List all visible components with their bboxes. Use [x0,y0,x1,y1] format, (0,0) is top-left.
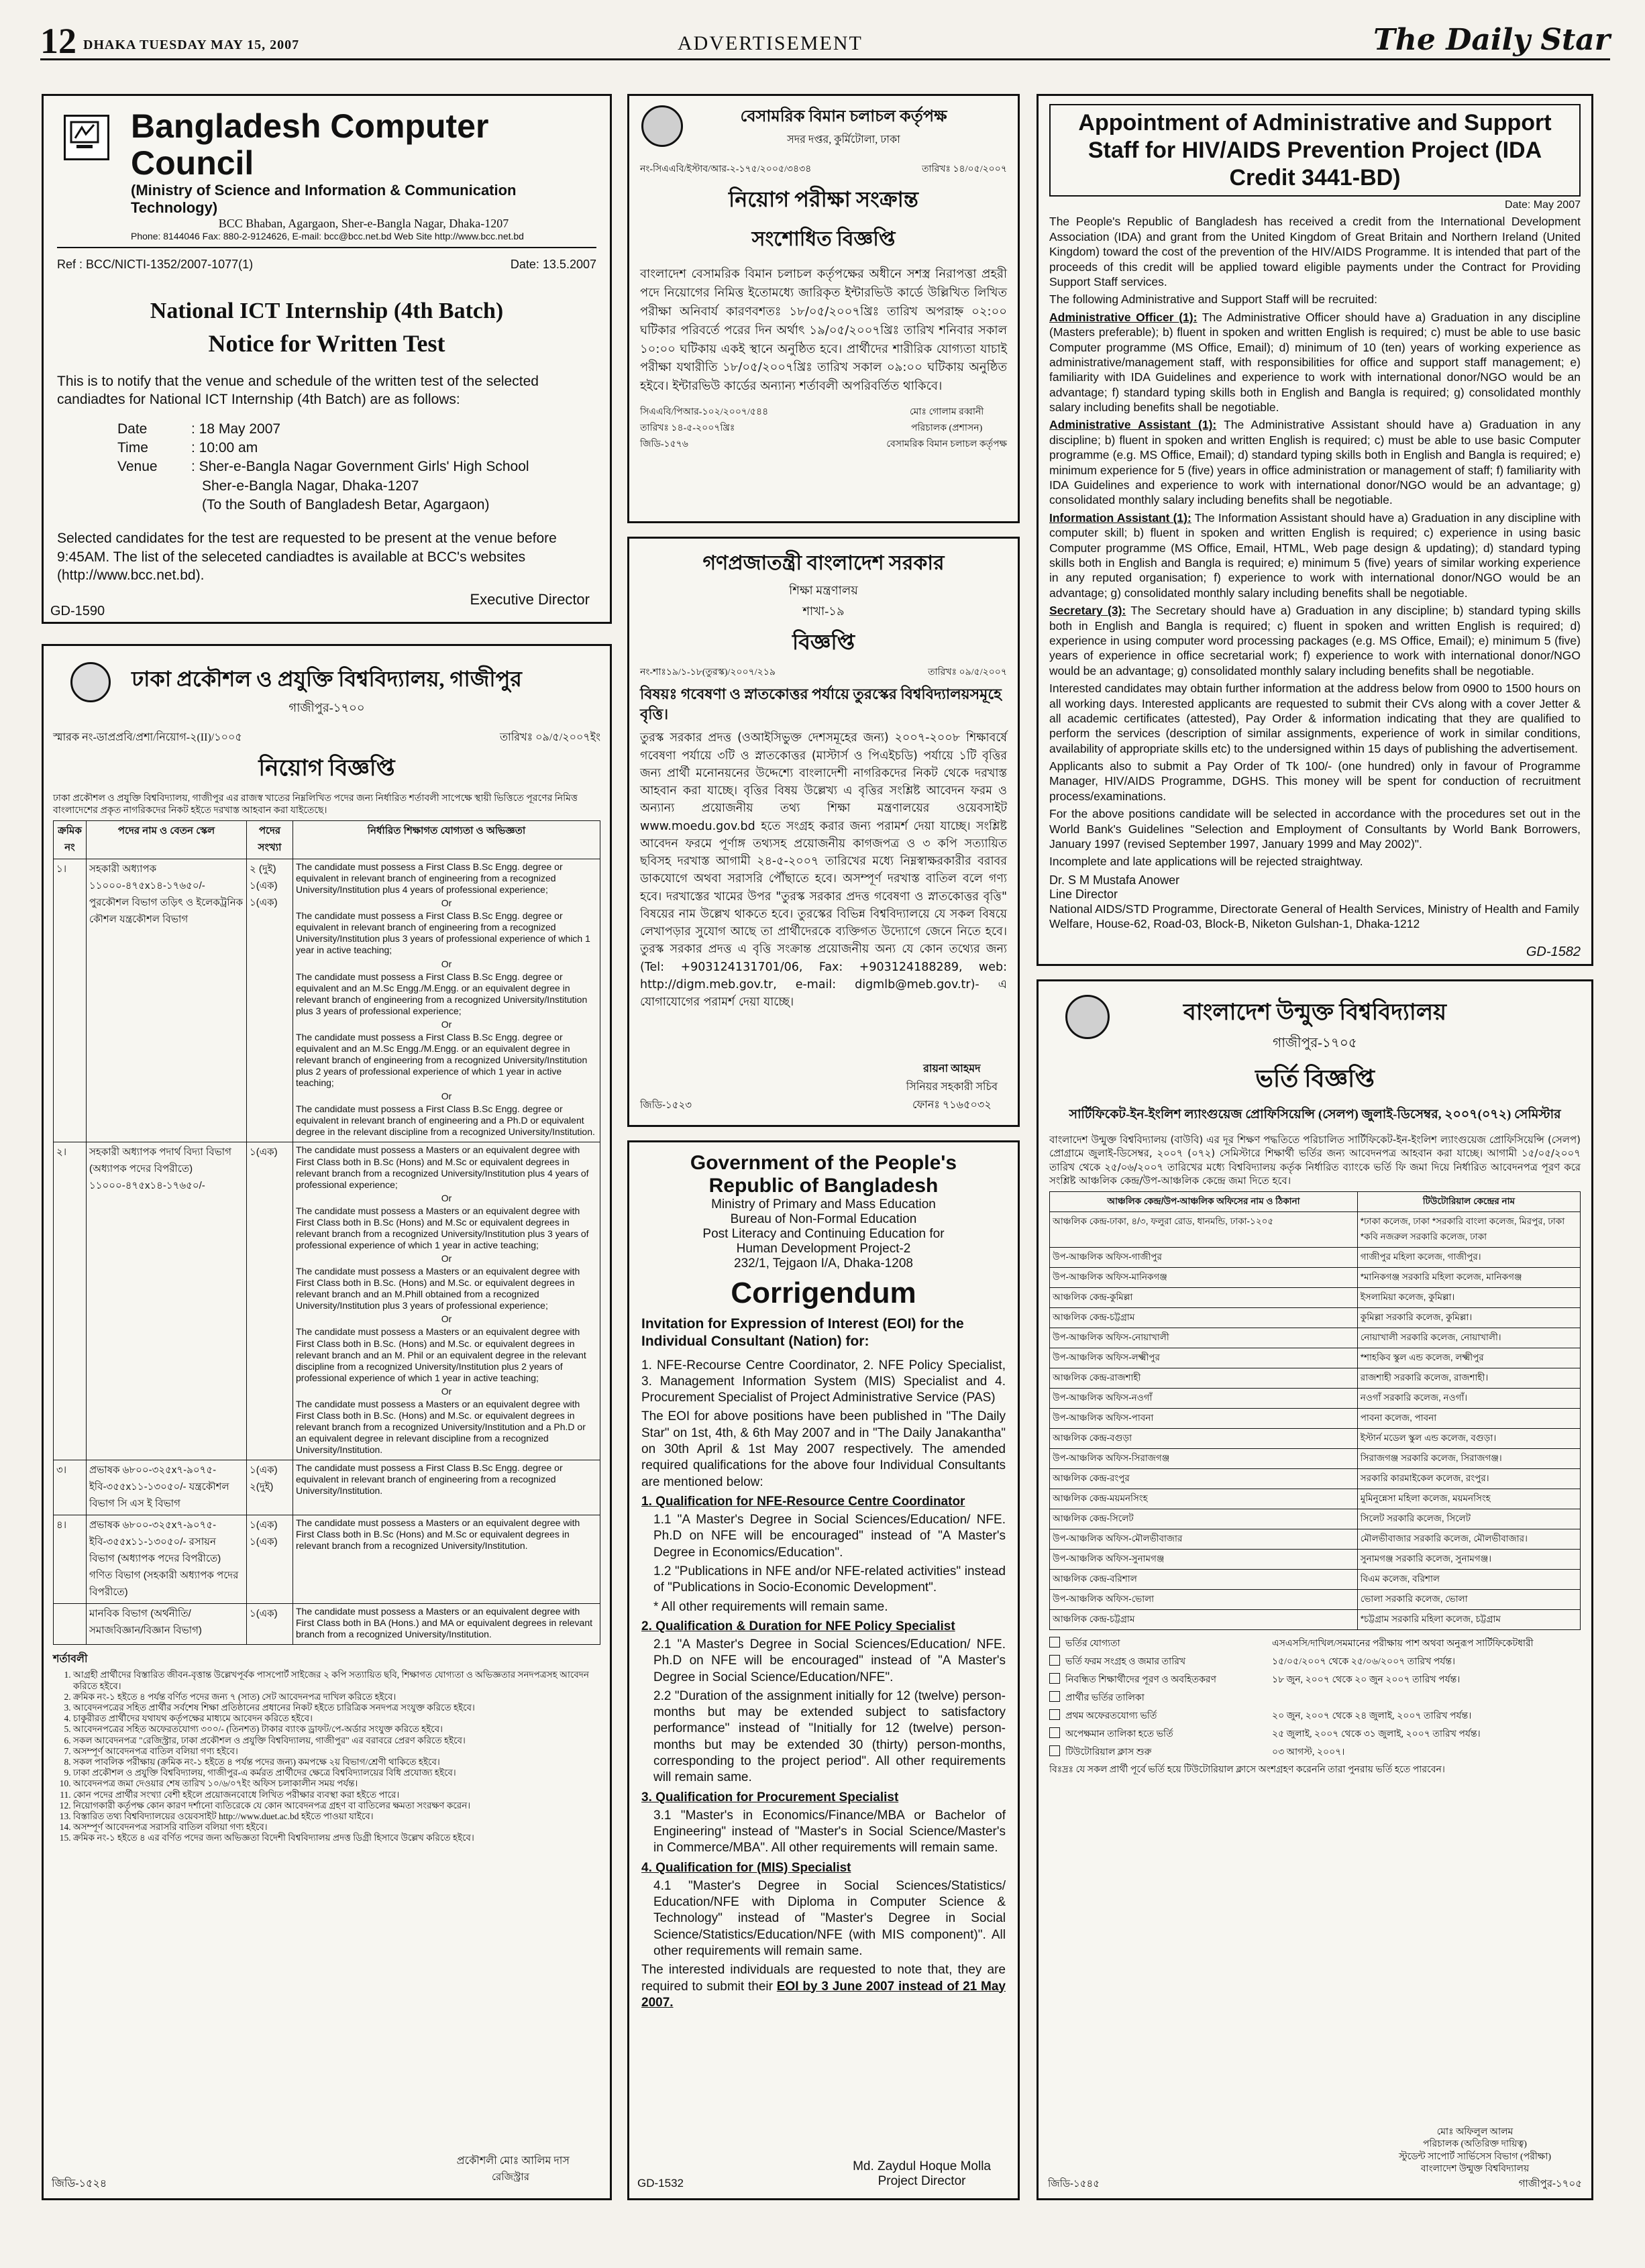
col-header: নির্ধারিত শিক্ষাগত যোগ্যতা ও অভিজ্ঞতা [293,821,600,859]
duet-memo: স্মারক নং-ডাপ্রপ্রবি/প্রশা/নিয়োগ-২(II)/১০০৫ [53,732,242,743]
checkbox-icon [1049,1637,1060,1648]
requirement-text: The candidate must possess a First Class B.Sc Engg. degree or equivalent and an M.Sc Engg./M.Engg. or an equivalent degree in relevant branch of engineering from a recognized University/Institution plus 2 years of professional experience of which 1 year in active teaching; [296,1031,588,1089]
section-item: 2.2 "Duration of the assignment initially for 12 (twelve) person-months but may be extended subject to satisfactory performance" instead of "Initially for 12 (twelve) person-months but may be extended 30 (thirty) person-months, corresponding to the project period". All other requirements will remain same. [653,1688,1006,1785]
gob-sections [641,1495,1006,1959]
info-label: প্রথম অফেরতযোগ্য ভর্তি [1065,1711,1157,1721]
info-label: ভর্তির যোগ্যতা [1065,1639,1120,1649]
info-row [1049,1672,1581,1688]
post-title: Administrative Assistant (1): [1049,418,1217,432]
condition-item: 2. ক্রমিক নং-১ হইতে ৪ পর্যন্ত বর্ণিত পদের জন্য ৭ (সাত) সেট আবেদনপত্র দাখিল করিতে হইবে। [73,1692,600,1703]
bcc-title: Bangladesh Computer Council [131,107,489,182]
centre-name: আঞ্চলিক কেন্দ্র-সিলেট [1050,1509,1358,1529]
row-post: সহকারী অধ্যাপক পদার্থ বিদ্যা বিভাগ (অধ্যাপক পদের বিপরীতে) ১১০০০-৪৭৫x১৪-১৭৬৫০/- [87,1142,247,1460]
moe-date: তারিখঃ ০৯/৫/২০০৭ [928,667,1007,678]
bou-signer-univ: বাংলাদেশ উন্মুক্ত বিশ্ববিদ্যালয় [1420,2163,1530,2174]
caab-signer-org: বেসামরিক বিমান চলাচল কর্তৃপক্ষ [886,439,1007,450]
duet-notice [42,644,612,2200]
tutorial-centre: *মানিকগঞ্জ সরকারি মহিলা কলেজ, মানিকগঞ্জ [1357,1268,1580,1288]
row-serial: ২। [54,1142,87,1460]
table-row [1050,1348,1581,1368]
requirement-text: The candidate must possess a Masters or an equivalent degree with First Class both in B.Sc. (Hons) and M.Sc. or equivalent degrees in relevant branch and an M. Phil or an equivalent degree in the relevant discipline from a recognized University/Institution plus 2 years of professional experience of which 1 year in active teaching; [296,1326,586,1383]
condition-item: 3. আবেদনপত্রের সহিত প্রার্থীর সর্বশেষ শিক্ষা প্রতিষ্ঠানের প্রধানের নিকট হইতে চারিত্রিক সনদপত্র সংযুক্ত করিতে হইবে। [73,1703,600,1713]
condition-item: 12. নিয়োগকারী কর্তৃপক্ষ কোন কারণ দর্শানো ব্যতিরেকে যে কোন আবেদনপত্র গ্রহণ বা বাতিলের ক্ষমতা সংরক্ষণ করেন। [73,1800,600,1811]
section-item: * All other requirements will remain same. [653,1599,888,1614]
hiv-date: Date: May 2007 [1505,199,1581,211]
checkbox-icon [1049,1655,1060,1666]
section-item: 3.1 "Master's in Economics/Finance/MBA or Bachelor of Engineering" instead of "Master's in Social Science/Master's in Commerce/MBA". All other requirements will remain same. [653,1808,1006,1855]
gd-number: জিডি-১৫২৪ [52,2178,107,2190]
info-label: নিবন্ধিত শিক্ষার্থীদের পূরণ ও অবহিতকরণ [1065,1675,1216,1685]
table-row [1050,1489,1581,1509]
row-count: ১(এক) ২(দুই) [247,1460,293,1515]
centre-name: আঞ্চলিক কেন্দ্র-বরিশাল [1050,1570,1358,1590]
duet-heading: নিয়োগ বিজ্ঞপ্তি [258,756,395,781]
gob-address: 232/1, Tejgaon I/A, Dhaka-1208 [734,1256,913,1271]
gob-bureau: Bureau of Non-Formal Education [730,1212,917,1226]
condition-item: 11. কোন পদের প্রার্থীর সংখ্যা বেশী হইলে প্রয়োজনবোধে লিখিত পরীক্ষার ব্যবস্থা করা হইতে পারে। [73,1790,600,1800]
table-row [1050,1469,1581,1489]
requirement-text: The candidate must possess a Masters or an equivalent degree with First Class both in B.Sc (Hons) and M.Sc or equivalent degrees in relevant branch from a recognized University/Institution. [296,1517,580,1552]
tutorial-centre: ইস্টার্ন মডেল স্কুল এন্ড কলেজ, বগুড়া। [1357,1429,1580,1449]
post-text: The Administrative Assistant should have a) Graduation in any discipline; b) fluent in spoken and written English is required; c) must be able to use basic Computer programme (e.g. MS Office, Email); d) standard typing skills both in English and Bangla is required; e) minimum experience for 5 (five) years in office administration or management of staff; f) familiarity with IDA Guidelines and experience to work with international donor/NGO would be an advantage; g) consolidated monthly salary including benefits shall be negotiable. [1049,418,1581,507]
condition-item: 15. ক্রমিক নং-১ হইতে ৪ এর বর্ণিত পদের জন্য অভিজ্ঞতা বিদেশী বিশ্ববিদ্যালয় প্রদত্ত ডিগ্রী হিসাবে উল্লেখ করিতে হইবে। [73,1833,600,1843]
row-post: প্রভাষক ৬৮০০-৩২৫x৭-৯০৭৫-ইবি-৩৫৫x১১-১৩০৫০/- রসায়ন বিভাগ (অধ্যাপক পদের বিপরীতে) গণিত বিভাগ (সহকারী অধ্যাপক পদের বিপরীতে) [87,1515,247,1604]
or-separator: Or [441,898,452,909]
bou-notice [1037,979,1593,2200]
gob-invitation: Invitation for Expression of Interest (EOI) for the Individual Consultant (Nation) for: [641,1316,964,1350]
info-row [1049,1635,1581,1652]
condition-item: 7. অসম্পূর্ণ আবেদনপত্র বাতিল বলিয়া গণ্য হইবে। [73,1746,600,1757]
hiv-posts [1049,310,1581,678]
or-separator: Or [441,1313,452,1325]
table-row [1050,1328,1581,1348]
gob-project: Post Literacy and Continuing Education for [702,1227,945,1241]
masthead [40,20,1610,60]
centre-name: আঞ্চলিক কেন্দ্র-ঢাকা, ৪/৩, ফলুরা রোড, ধানমন্ডি, ঢাকা-১২০৫ [1050,1212,1358,1248]
tutorial-centre: সরকারি কারমাইকেল কলেজ, রংপুর। [1357,1469,1580,1489]
caab-notice [627,94,1020,523]
gob-ministry: Ministry of Primary and Mass Education [711,1197,936,1211]
duet-signer: প্রকৌশলী মোঃ আলিম দাস [456,2155,570,2167]
or-separator: Or [441,1192,452,1203]
hiv-notice [1037,94,1593,966]
or-separator: Or [441,1253,452,1264]
section-title: ADVERTISEMENT [678,32,863,54]
bcc-reference: Ref : BCC/NICTI-1352/2007-1077(1) [57,258,254,271]
tutorial-centre: মুমিনুন্নেসা মহিলা কলেজ, ময়মনসিংহ [1357,1489,1580,1509]
gd-number: জিডি-১৫৭৬ [640,439,688,450]
centre-name: আঞ্চলিক কেন্দ্র-চট্টগ্রাম [1050,1308,1358,1328]
gd-number: GD-1590 [50,604,105,618]
col-header: আঞ্চলিক কেন্দ্র/উপ-আঞ্চলিক অফিসের নাম ও ঠিকানা [1050,1192,1358,1212]
gob-closing: The interested individuals are requested to note that, they are required to submit their EOI by 3 June 2007 instead of 21 May 2007. [641,1963,1006,2010]
bcc-notice [42,94,612,624]
centre-name: উপ-আঞ্চলিক অফিস-লক্ষ্মীপুর [1050,1348,1358,1368]
bcc-schedule [117,420,596,515]
info-label: ভর্তি ফরম সংগ্রহ ও জমার তারিখ [1065,1657,1186,1667]
table-row [54,1604,600,1645]
info-value: ১৫/০৫/২০০৭ থেকে ২৫/০৬/২০০৭ তারিখ পর্যন্ত। [1272,1657,1455,1667]
tutorial-centre: নোয়াখালী সরকারি কলেজ, নোয়াখালী। [1357,1328,1580,1348]
centre-name: উপ-আঞ্চলিক অফিস-নোয়াখালী [1050,1328,1358,1348]
centre-name: উপ-আঞ্চলিক অফিস-নওগাঁ [1050,1389,1358,1409]
row-count: ১(এক) [247,1604,293,1645]
tutorial-centre: *চট্টগ্রাম সরকারি মহিলা কলেজ, চট্টগ্রাম [1357,1610,1580,1630]
moe-signer-title: সিনিয়র সহকারী সচিব [906,1081,998,1093]
caab-date: তারিখঃ ১৪/০৫/২০০৭ [922,164,1007,174]
bou-program: সার্টিফিকেট-ইন-ইংলিশ ল্যাংগুয়েজ প্রোফিসিয়েন্সি (সেলপ) জুলাই-ডিসেম্বর, ২০০৭(০৭২) সেমিস্টার [1069,1108,1561,1122]
table-row [1050,1268,1581,1288]
centre-name: আঞ্চলিক কেন্দ্র-চট্টগ্রাম [1050,1610,1358,1630]
checkbox-icon [1049,1727,1060,1738]
row-post: মানবিক বিভাগ (অর্থনীতি/সমাজবিজ্ঞান/বিজ্ঞান বিভাগ) [87,1604,247,1645]
row-requirements [293,1460,600,1515]
bcc-date: Date: 13.5.2007 [510,258,596,271]
col-header: টিউটোরিয়াল কেন্দ্রের নাম [1357,1192,1580,1212]
hiv-p4: Incomplete and late applications will be rejected straightway. [1049,855,1363,869]
caab-body: বাংলাদেশ বেসামরিক বিমান চলাচল কর্তৃপক্ষের অধীনে সশস্ত্র নিরাপত্তা প্রহরী পদে নিয়োগের নিমিত্ত ইতোমধ্যে জারিকৃত ইন্টারভিউ কার্ডে উল্লিখিত লিখিত পরীক্ষা অনিবার্য কারণবশতঃ ১৮/০৫/২০০৭খ্রিঃ তারিখ অপরাহ্ন ০২:০০ ঘটিকার পরিবর্তে পরের দিন অর্থাৎ ১৯/০৫/২০০৭খ্রিঃ তারিখ শনিবার সকাল ১০:০০ ঘটিকায় একই স্থানে অনুষ্ঠিত হবে। প্রার্থীদের শারীরিক যোগ্যতা যাচাই পরীক্ষা যথারীতি ১৮/০৫/২০০৭খ্রিঃ তারিখ সকাল ০৯:০০ ঘটিকায় অনুষ্ঠিত হইবে। ইন্টারভিউ কার্ডের অন্যান্য শর্তাবলী অপরিবর্তিত থাকিবে। [640,267,1007,394]
hiv-signer-title: Line Director [1049,887,1118,901]
row-serial: ১। [54,859,87,1142]
moe-memo: নং-শাঃ১৯/১-১৮(তুরস্ক)/২০০৭/২১৯ [640,667,776,678]
tutorial-centre: *শাহকিব স্কুল এন্ড কলেজ, লক্ষ্মীপুর [1357,1348,1580,1368]
or-separator: Or [441,1018,452,1030]
bou-intro: বাংলাদেশ উন্মুক্ত বিশ্ববিদ্যালয় (বাউবি) এর দূর শিক্ষণ পদ্ধতিতে পরিচালিত সার্টিফিকেট-ইন-ইংলিশ ল্যাংগুয়েজ প্রোফিসিয়েন্সি (সেলপ) প্রোগ্রামে জুলাই-ডিসেম্বর, ২০০৭ (০৭২) সেমিস্টারে শিক্ষার্থী ভর্তির জন্য আবেদনপত্র আহবান করা যাচ্ছে। আগামী ১৫/০৫/২০০৭ তারিখ থেকে ২৫/০৬/২০০৭ তারিখের মধ্যে বিশ্ববিদ্যালয় কর্তৃক নির্ধারিত ব্যাংকে ভর্তি ফি জমা দিয়ে নির্ধারিত আবেদনপত্র পূরণ করে সংশ্লিষ্ট আঞ্চলিক কেন্দ্র/উপ-আঞ্চলিক কেন্দ্রে জমা দিতে হবে। [1049,1134,1581,1187]
hiv-title: Appointment of Administrative and Support Staff for HIV/AIDS Prevention Project (IDA Credit 3441-BD) [1049,104,1581,197]
hiv-signer: Dr. S M Mustafa Anower [1049,873,1180,887]
duet-signer-title: রেজিস্ট্রার [491,2172,529,2183]
section-title: 3. Qualification for Procurement Specialist [641,1790,899,1804]
requirement-text: The candidate must possess a Masters or an equivalent degree with First Class both in BA (Hons.) and MA or equivalent degrees in relevant branch from a recognized University/Institution. [296,1606,592,1640]
gob-heading: Corrigendum [731,1277,916,1309]
section-title: 1. Qualification for NFE-Resource Centre Coordinator [641,1495,965,1509]
centre-name: উপ-আঞ্চলিক অফিস-সিরাজগঞ্জ [1050,1449,1358,1469]
or-separator: Or [441,1091,452,1102]
info-row [1049,1708,1581,1724]
moe-branch: শাখা-১৯ [802,604,845,618]
hiv-p2: Applicants also to submit a Pay Order of Tk 100/- (one hundred) only in favour of Programme Manager, HIV/AIDS Programme, DGHS. This money will be spent for conduction of recruitment process/examinations. [1049,759,1581,803]
bou-footer-place: গাজীপুর-১৭০৫ [1518,2178,1582,2190]
col-header: ক্রমিক নং [54,821,87,859]
table-row [1050,1368,1581,1389]
post-text: The Administrative Officer should have a) Graduation in any discipline (Masters preferable); b) fluent in spoken and written English is required; c) must be able to use basic Computer programme (MS Office, Email); d) minimum of 10 (ten) years of working experience as administrative/management staff, with responsibilities for office and support staff management; e) familiarity with IDA Guidelines and experience to work with international donor/NGO would be an advantage; f) standard typing skills both in English and Bangla is required; g) consolidated monthly salary including benefits shall be negotiable. [1049,310,1581,415]
gob-project-2: Human Development Project-2 [736,1242,911,1256]
table-row [1050,1570,1581,1590]
row-serial [54,1604,87,1645]
col-header: পদের সংখ্যা [247,821,293,859]
bou-note: বিঃদ্রঃ যে সকল প্রার্থী পূর্বে ভর্তি হয়ে টিউটোরিয়াল ক্লাসে অংশগ্রহণ করেননি তারা পুনরায় ভর্তি হতে পারবেন। [1049,1765,1445,1775]
caab-signer-title: পরিচালক (প্রশাসন) [910,423,983,434]
info-label: প্রার্থীর ভর্তির তালিকা [1065,1693,1145,1703]
row-post: প্রভাষক ৬৮০০-৩২৫x৭-৯০৭৫-ইবি-৩৫৫x১১-১৩০৫০/- যন্ত্রকৌশল বিভাগ সি এস ই বিভাগ [87,1460,247,1515]
tutorial-centre: ইসলামিয়া কলেজ, কুমিল্লা। [1357,1288,1580,1308]
tutorial-centre: বিএম কলেজ, বরিশাল [1357,1570,1580,1590]
table-row [1050,1590,1581,1610]
hiv-recruited: The following Administrative and Support Staff will be recruited: [1049,292,1377,307]
centre-name: উপ-আঞ্চলিক অফিস-মানিকগঞ্জ [1050,1268,1358,1288]
moe-signer: রায়না আহমদ [923,1063,981,1075]
requirement-text: The candidate must possess a Masters or an equivalent degree with First Class both in B.Sc. (Hons) and M.Sc. or equivalent degrees in relevant branch and an M.Phill obtained from a recognized University/Institution plus 3 years of professional experience; [296,1266,580,1311]
centre-name: উপ-আঞ্চলিক অফিস-সুনামগঞ্জ [1050,1550,1358,1570]
duet-conditions [53,1670,600,1843]
moe-notice [627,537,1020,1127]
checkbox-icon [1049,1709,1060,1720]
table-row [1050,1610,1581,1630]
info-value: ২৫ জুলাই, ২০০৭ থেকে ৩১ জুলাই, ২০০৭ তারিখ পর্যন্ত। [1272,1729,1481,1739]
duet-title: ঢাকা প্রকৌশল ও প্রযুক্তি বিশ্ববিদ্যালয়, গাজীপুর [131,667,522,691]
condition-item: 4. চাকুরীরত প্রার্থীদের যথাযথ কর্তৃপক্ষের মাধ্যমে আবেদন করিতে হইবে। [73,1713,600,1724]
post-description [1049,310,1581,415]
schedule-row: Venue : Sher-e-Bangla Nagar Government Girls' High School [117,459,529,475]
info-row [1049,1744,1581,1760]
table-row [1050,1308,1581,1328]
row-requirements [293,1515,600,1604]
condition-item: 6. সকল আবেদনপত্র "রেজিস্ট্রার, ঢাকা প্রকৌশল ও প্রযুক্তি বিশ্ববিদ্যালয়, গাজীপুর" এর বরাবরে প্রেরণ করিতে হইবে। [73,1735,600,1746]
row-requirements [293,859,600,1142]
table-row [54,859,600,1142]
centre-name: উপ-আঞ্চলিক অফিস-পাবনা [1050,1409,1358,1429]
duet-date: তারিখঃ ০৯/৫/২০০৭ইং [500,732,600,743]
info-row [1049,1690,1581,1706]
requirement-text: The candidate must possess a First Class B.Sc Engg. degree or equivalent in relevant branch of engineering from a recognized University/Institution plus 4 years of professional experience; [296,861,563,896]
checkbox-icon [1049,1691,1060,1702]
centre-name: উপ-আঞ্চলিক অফিস-গাজীপুর [1050,1248,1358,1268]
requirement-text: The candidate must possess a First Class B.Sc Engg. degree or equivalent in relevant branch of engineering from a recognized University/Institution. [296,1462,563,1497]
hiv-intro: The People's Republic of Bangladesh has received a credit from the International Development Association (IDA) and grant from the United Kingdom of Great Britain and Northern Ireland (United Kingdom) toward the cost of the prevention of the HIV/AIDS Programme. It is intended that part of the proceeds of this credit will be applied toward eligible payments under the Contract for Providing Support Staff services. [1049,215,1581,288]
gob-corrigendum [627,1140,1020,2200]
bou-logo-icon [1065,995,1110,1039]
requirement-text: The candidate must possess a First Class B.Sc Engg. degree or equivalent and an M.Sc Engg./M.Engg. or an equivalent degree in relevant branch of engineering from a recognized University/Institution plus 3 years of professional experience; [296,971,588,1016]
centre-name: আঞ্চলিক কেন্দ্র-রাজশাহী [1050,1368,1358,1389]
row-requirements [293,1604,600,1645]
duet-logo-icon [70,662,111,702]
post-title: Administrative Officer (1): [1049,310,1198,324]
row-serial: ৩। [54,1460,87,1515]
post-text: The Secretary should have a) Graduation in any discipline; b) standard typing skills both in English and Bangla is required; c) fluent in spoken and written English is required; d) experience in using computer word processing packages (e.g. MS Office, Email); e) minimum 5 (five) years of experience in office secretarial work; f) experience to work with international donor/NGO would be an advantage; g) consolidated monthly salary including benefits shall be negotiable. [1049,604,1581,678]
bcc-intro: This is to notify that the venue and schedule of the written test of the selected candiadtes for National ICT Internship (4th Batch) are as follows: [57,374,539,408]
condition-item: 5. আবেদনপত্রের সহিত অফেরতযোগ্য ৩০০/- (তিনশত) টাকার ব্যাংক ড্রাফট/পে-অর্ডার সংযুক্ত করিতে হইবে। [73,1724,600,1735]
bcc-logo-icon [64,115,109,160]
duet-posts-table [53,820,600,1645]
info-row [1049,1654,1581,1670]
newspaper-logo: The Daily Star [1373,23,1610,57]
section-title: 4. Qualification for (MIS) Specialist [641,1860,851,1875]
tutorial-centre: রাজশাহী সরকারি কলেজ, রাজশাহী। [1357,1368,1580,1389]
requirement-text: The candidate must possess a Masters or an equivalent degree with First Class both in B.Sc (Hons) and M.Sc or equivalent degrees in relevant branch from a recognized University/Institution plus 3 years of professional experience of which 1 year in active teaching; [296,1205,589,1251]
moe-title: গণপ্রজাতন্ত্রী বাংলাদেশ সরকার [702,552,945,574]
hiv-p3: For the above positions candidate will be selected in accordance with the procedures set out in the World Bank's Guidelines "Selection and Employment of Consultants by World Bank Borrowers, January 1997 (revised September 1997, January 1999 and May 2002)". [1049,807,1581,851]
section-item: 1.2 "Publications in NFE and/or NFE-related activities" instead of "Publications in Socio-Economic Development". [653,1564,1006,1595]
col-header: পদের নাম ও বেতন স্কেল [87,821,247,859]
moe-phone: ফোনঃ ৭১৬৫০৩২ [912,1099,992,1111]
gob-intro: The EOI for above positions have been published in "The Daily Star" on 1st, 4th, & 6th May 2007 and in "The Daily Janakantha" on 30th April & 1st May 2007 respectively. The amended required qualifications for the above four Individual Consultants are mentioned below: [641,1409,1006,1489]
gob-title-2: Republic of Bangladesh [708,1175,939,1197]
table-row [54,1460,600,1515]
gob-positions: 1. NFE-Recourse Centre Coordinator, 2. NFE Policy Specialist, 3. Management Information System (MIS) Specialist and 4. Procurement Specialist of Project Administrative Service (PAS) [641,1358,1006,1405]
row-post: সহকারী অধ্যাপক ১১০০০-৪৭৫x১৪-১৭৬৫০/- পুরকৌশল বিভাগ তড়িৎ ও ইলেকট্রনিক কৌশল যন্ত্রকৌশল বিভাগ [87,859,247,1142]
row-requirements [293,1142,600,1460]
duet-subtitle: গাজীপুর-১৭০০ [288,701,365,714]
dateline: DHAKA TUESDAY MAY 15, 2007 [83,38,300,52]
post-description [1049,417,1581,507]
section-item: 4.1 "Master's Degree in Social Sciences/Statistics/ Education/NFE with Diploma in Computer Science & Technology" instead of "Master's Degree in Social Science/Statistics/Education/NFE (with MIS component)". All other requirements will remain same. [653,1878,1006,1958]
table-row [1050,1429,1581,1449]
table-row [1050,1509,1581,1529]
requirement-text: The candidate must possess a Masters or an equivalent degree with First Class both in B.Sc. (Hons) and M.Sc. or equivalent degrees in relevant branch from a recognized University/Institution and a Ph.D or an equivalent degree in relevant discipline from a recognized University/Institution. [296,1398,586,1456]
requirement-text: The candidate must possess a Masters or an equivalent degree with First Class both in B.Sc (Hons) and M.Sc or equivalent degrees in relevant branch from a recognized University/Institution plus 4 years of professional experience; [296,1144,589,1190]
bcc-signatory: Executive Director [470,591,590,608]
section-item: 1.1 "A Master's Degree in Social Sciences/Education/ NFE. Ph.D on NFE will be encouraged" instead of "A Master's Degree in Economics/Education". [653,1513,1006,1560]
bcc-address: BCC Bhaban, Agargaon, Sher-e-Bangla Nagar, Dhaka-1207 [218,217,509,230]
requirement-text: The candidate must possess a First Class B.Sc Engg. degree or equivalent in relevant branch of engineering from a recognized University/Institution plus 3 years of professional experience of which 1 year in active teaching; [296,910,590,956]
bcc-heading-written-test: Notice for Written Test [208,330,445,357]
bou-heading: ভর্তি বিজ্ঞপ্তি [1255,1065,1375,1092]
condition-item: 9. ঢাকা প্রকৌশল ও প্রযুক্তি বিশ্ববিদ্যালয়, গাজীপুর-এ কর্মরত প্রার্থীদের ক্ষেত্রে বিশ্ববিদ্যালয়ের বিধি প্রযোজ্য হইবে। [73,1768,600,1778]
bou-info [1049,1635,1581,1760]
bou-signer: মোঃ অফিলুল আলম [1436,2127,1514,2138]
row-count: ১(এক) [247,1142,293,1460]
info-value: ০৩ আগস্ট, ২০০৭। [1272,1747,1345,1758]
condition-item: 8. সকল পাবলিক পরীক্ষায় (ক্রমিক নং-১ হইতে ৪ পর্যন্ত পদের জন্য) কমপক্ষে ২য় বিভাগ/শ্রেণী থাকিতে হইবে। [73,1757,600,1768]
caab-ref: সিএএবি/পিআর-১০২/২০০৭/৫৪৪ [640,407,769,418]
row-count: ১(এক) ১(এক) [247,1515,293,1604]
table-row [1050,1248,1581,1268]
centre-name: উপ-আঞ্চলিক অফিস-ভোলা [1050,1590,1358,1610]
caab-signer: মোঃ গোলাম রব্বানী [909,407,984,418]
venue-line: (To the South of Bangladesh Betar, Agargaon) [202,496,490,512]
post-title: Secretary (3): [1049,604,1126,618]
table-row [54,1515,600,1604]
bcc-contact: Phone: 8144046 Fax: 880-2-9124626, E-mail: bcc@bcc.net.bd Web Site http://www.bcc.net.bd [131,231,524,241]
venue-line: Sher-e-Bangla Nagar, Dhaka-1207 [202,478,419,494]
centre-name: আঞ্চলিক কেন্দ্র-কুমিল্লা [1050,1288,1358,1308]
duet-intro: ঢাকা প্রকৌশল ও প্রযুক্তি বিশ্ববিদ্যালয়, গাজীপুর এর রাজস্ব খাতের নিম্নলিখিত পদের জন্য নির্ধারিত শর্তাবলী সাপেক্ষে স্থায়ী ভিত্তিতে পূরণের নিমিত্ত বাংলাদেশের প্রকৃত নাগরিকদের নিকট হইতে দরখাস্ত আহবান করা যাইতেছে। [53,794,578,816]
moe-body: তুরস্ক সরকার প্রদত্ত (ওআইসিভুক্ত দেশসমূহের জন্য) ২০০৭-২০০৮ শিক্ষাবর্ষে গবেষণা পর্যায়ে ৩টি ও স্নাতকোত্তর (মাস্টার্স ও পিএইচডি) পর্যায়ে ১টি বৃত্তির জন্য প্রার্থী মনোনয়নের উদ্দেশ্যে বাংলাদেশী নাগরিকদের নিকট থেকে দরখাস্ত আহবান করা যাচ্ছে। বৃত্তির বিষয় উল্লেখ্য এ বৃত্তির সংশ্লিষ্ট আবেদন ফরম ও অন্যান্য প্রয়োজনীয় তথ্য শিক্ষা মন্ত্রণালয়ের ওয়েবসাইট www.moedu.gov.bd হতে সংগ্রহ করার জন্য পরামর্শ দেয়া যাচ্ছে। সংশ্লিষ্ট আবেদন ফরমে পূর্ণাঙ্গ তথ্যসহ প্রয়োজনীয় কাগজপত্র ও ৩ কপি সত্যায়িত ছবিসহ দরখাস্ত আগামী ২৪-৫-২০০৭ তারিখের মধ্যে নিম্নস্বাক্ষরকারীর বরাবর ডাকযোগে অথবা সরাসরি পৌঁছাতে হবে। অসম্পূর্ণ দরখাস্ত বাতিল বলে গণ্য হবে। দরখাস্তের খামের উপর "তুরস্ক সরকার প্রদত্ত গবেষণা ও স্নাতকোত্তর বৃত্তি" বিষয়ের নাম উল্লেখ থাকতে হবে। তুরস্কের বিভিন্ন বিশ্ববিদ্যালয়ে যে সকল বিষয়ে লেখাপড়ার সুযোগ আছে তা প্রার্থীদেরকে ব্যক্তিগত উদ্যোগে জেনে নিতে হবে। তুরস্ক সরকার প্রদত্ত এ বৃত্তি সংক্রান্ত প্রয়োজনীয় অন্য যে কোন তথ্যের জন্য (Tel: +903124131701/06, Fax: +903124188289, web: http://digm.meb.gov.tr, e-mail: digmlb@meb.gov.tr)- এ যোগাযোগের পরামর্শ দেয়া যাচ্ছে। [640,731,1007,1010]
caab-heading: নিয়োগ পরীক্ষা সংক্রান্ত [729,187,918,211]
or-separator: Or [441,958,452,969]
bcc-ministry: (Ministry of Science and Information & Communication Technology) [131,182,517,216]
bou-centres-table [1049,1191,1581,1630]
or-separator: Or [441,1385,452,1397]
info-label: অপেক্ষমান তালিকা হতে ভর্তি [1065,1729,1173,1739]
gd-number: জিডি-১৫৪৫ [1048,2178,1100,2190]
tutorial-centre: নওগাঁ সরকারি কলেজ, নওগাঁ। [1357,1389,1580,1409]
condition-item: 10. আবেদনপত্র জমা দেওয়ার শেষ তারিখ ১০/৬/০৭ইং অফিস চলাকালীন সময় পর্যন্ত। [73,1778,600,1789]
bou-signer-org: স্টুডেন্ট সাপোর্ট সার্ভিসেস বিভাগ (পরীক্ষা) [1398,2151,1551,2162]
gob-signer-title: Project Director [878,2174,966,2188]
info-value: ২০ জুন, ২০০৭ থেকে ২৪ জুলাই, ২০০৭ তারিখ পর্যন্ত। [1272,1711,1472,1721]
condition-item: 13. বিস্তারিত তথ্য বিশ্ববিদ্যালয়ের ওয়েবসাইট http://www.duet.ac.bd হইতে পাওয়া যাইবে। [73,1811,600,1822]
gob-title: Government of the People's [690,1152,957,1174]
caab-subtitle: সদর দপ্তর, কুর্মিটোলা, ঢাকা [787,134,900,146]
duet-conditions-title: শর্তাবলী [53,1654,88,1666]
centre-name: উপ-আঞ্চলিক অফিস-মৌলভীবাজার [1050,1529,1358,1550]
tutorial-centre: সিরাজগঞ্জ সরকারি কলেজ, সিরাজগঞ্জ। [1357,1449,1580,1469]
tutorial-centre: সুনামগঞ্জ সরকারি কলেজ, সুনামগঞ্জ। [1357,1550,1580,1570]
table-row [1050,1550,1581,1570]
table-row [1050,1288,1581,1308]
gd-number: GD-1532 [637,2177,684,2190]
checkbox-icon [1049,1673,1060,1684]
tutorial-centre: কুমিল্লা সরকারি কলেজ, কুমিল্লা। [1357,1308,1580,1328]
row-count: ২ (দুই) ১(এক) ১(এক) [247,859,293,1142]
moe-heading: বিজ্ঞপ্তি [792,630,855,654]
moe-ministry: শিক্ষা মন্ত্রণালয় [789,584,858,597]
centre-name: আঞ্চলিক কেন্দ্র-বগুড়া [1050,1429,1358,1449]
table-row [1050,1409,1581,1429]
caab-logo-icon [641,105,683,147]
tutorial-centre: মৌলভীবাজার সরকারি কলেজ, মৌলভীবাজার। [1357,1529,1580,1550]
table-row [1050,1449,1581,1469]
tutorial-centre: গাজীপুর মহিলা কলেজ, গাজীপুর। [1357,1248,1580,1268]
section-title: 2. Qualification & Duration for NFE Policy Specialist [641,1619,955,1633]
tutorial-centre: ভোলা সরকারি কলেজ, ভোলা [1357,1590,1580,1610]
checkbox-icon [1049,1745,1060,1756]
table-row [1050,1212,1581,1248]
section-item: 2.1 "A Master's Degree in Social Sciences/Education/ NFE. Ph.D on NFE will be encouraged" instead of "A Master's Degree in Social Science/Education/NFE". [653,1637,1006,1684]
tutorial-centre: সিলেট সরকারি কলেজ, সিলেট [1357,1509,1580,1529]
post-description [1049,603,1581,678]
hiv-p1: Interested candidates may obtain further information at the address below from 0900 to 1500 hours on all working days. Interested applicants are requested to submit their CVs along with a cover Jetter & all academic certificates (attested), Pay Order & information indicating that they are qualified to perform the services (description of similar assignments, experience of work in similar conditions, availability of appropriate skills etc) to the undersigned within 15 days of publishing the advertisement. [1049,682,1581,755]
page-number: 12 [40,21,76,61]
bou-signer-title: পরিচালক (অতিরিক্ত দায়িত্ব) [1423,2139,1527,2150]
caab-title: বেসামরিক বিমান চলাচল কর্তৃপক্ষ [740,108,947,125]
post-description [1049,510,1581,600]
gd-number: জিডি-১৫২৩ [640,1099,692,1111]
row-serial: ৪। [54,1515,87,1604]
schedule-row: Time : 10:00 am [117,439,258,455]
bcc-footer-text: Selected candidates for the test are requested to be present at the venue before 9:45AM. The list of the seleceted candiadtes is available at BCC's websites (http://www.bcc.net.bd). [57,531,557,583]
caab-memo: নং-সিএএবি/ইস্টাব/আর-২-১৭৫/২০০৫/৩৪৩৪ [640,164,812,174]
tutorial-centre: *ঢাকা কলেজ, ঢাকা *সরকারি বাংলা কলেজ, মিরপুর, ঢাকা *কবি নজরুল সরকারি কলেজ, ঢাকা [1357,1212,1580,1248]
centre-name: আঞ্চলিক কেন্দ্র-রংপুর [1050,1469,1358,1489]
post-text: The Information Assistant should have a) Graduation in any discipline with computer skill; b) fluent in spoken and written English is required; c) experience in using basic Computer programme (MS Office, Email, HTML, Web page design & updating); d) standard typing skills both in English and Bangla is required; e) minimum 5 (five) years of similar working experience in any reputed organisation; f) experience to work with international donor/NGO would be an advantage; g) consolidated monthly salary including benefits shall be negotiable. [1049,510,1581,600]
requirement-text: The candidate must possess a First Class B.Sc Engg. degree or equivalent in relevant branch of engineering and a Ph.D or equivalent degree in the relevant discipline from a recognized University/Institution. [296,1103,595,1138]
tutorial-centre: পাবনা কলেজ, পাবনা [1357,1409,1580,1429]
post-title: Information Assistant (1): [1049,510,1191,525]
centre-name: আঞ্চলিক কেন্দ্র-ময়মনসিংহ [1050,1489,1358,1509]
info-value: এসএসসি/দাখিল/সমমানের পরীক্ষায় পাশ অথবা অনুরূপ সার্টিফিকেটধারী [1272,1639,1534,1649]
condition-item: 1. আগ্রহী প্রার্থীদের বিস্তারিত জীবন-বৃত্তান্ত উল্লেখপূর্বক পাসপোর্ট সাইজের ২ কপি সত্যায়িত ছবি, শিক্ষাগত যোগ্যতা ও অভিজ্ঞতার সনদপত্রসহ আবেদন করিতে হইবে। [73,1670,600,1691]
table-row [54,1142,600,1460]
info-value: ১৮ জুন, ২০০৭ থেকে ২০ জুন ২০০৭ তারিখ পর্যন্ত। [1272,1675,1461,1685]
schedule-row: Date : 18 May 2007 [117,421,281,437]
bou-subtitle: গাজীপুর-১৭০৫ [1273,1036,1357,1050]
bcc-heading-internship: National ICT Internship (4th Batch) [150,299,504,323]
table-row [1050,1389,1581,1409]
caab-subheading: সংশোধিত বিজ্ঞপ্তি [751,228,896,250]
bou-title: বাংলাদেশ উন্মুক্ত বিশ্ববিদ্যালয় [1183,1000,1447,1025]
condition-item: 14. অসম্পূর্ণ আবেদনপত্র সরাসরি বাতিল বলিয়া গণ্য হইবে। [73,1822,600,1833]
gd-number: GD-1582 [1526,944,1581,959]
info-row [1049,1726,1581,1742]
caab-ref-date: তারিখঃ ১৪-৫-২০০৭খ্রিঃ [640,423,735,434]
gob-signer: Md. Zaydul Hoque Molla [853,2159,991,2173]
hiv-address: National AIDS/STD Programme, Directorate General of Health Services, Ministry of Health and Family Welfare, House-62, Road-03, Block-B, Niketon Gulshan-1, Dhaka-1212 [1049,902,1579,931]
moe-subject: বিষয়ঃ গবেষণা ও স্নাতকোত্তর পর্যায়ে তুরস্কের বিশ্ববিদ্যালয়সমূহে বৃত্তি। [640,686,1002,722]
table-row [1050,1529,1581,1550]
info-label: টিউটোরিয়াল ক্লাস শুরু [1065,1747,1152,1758]
